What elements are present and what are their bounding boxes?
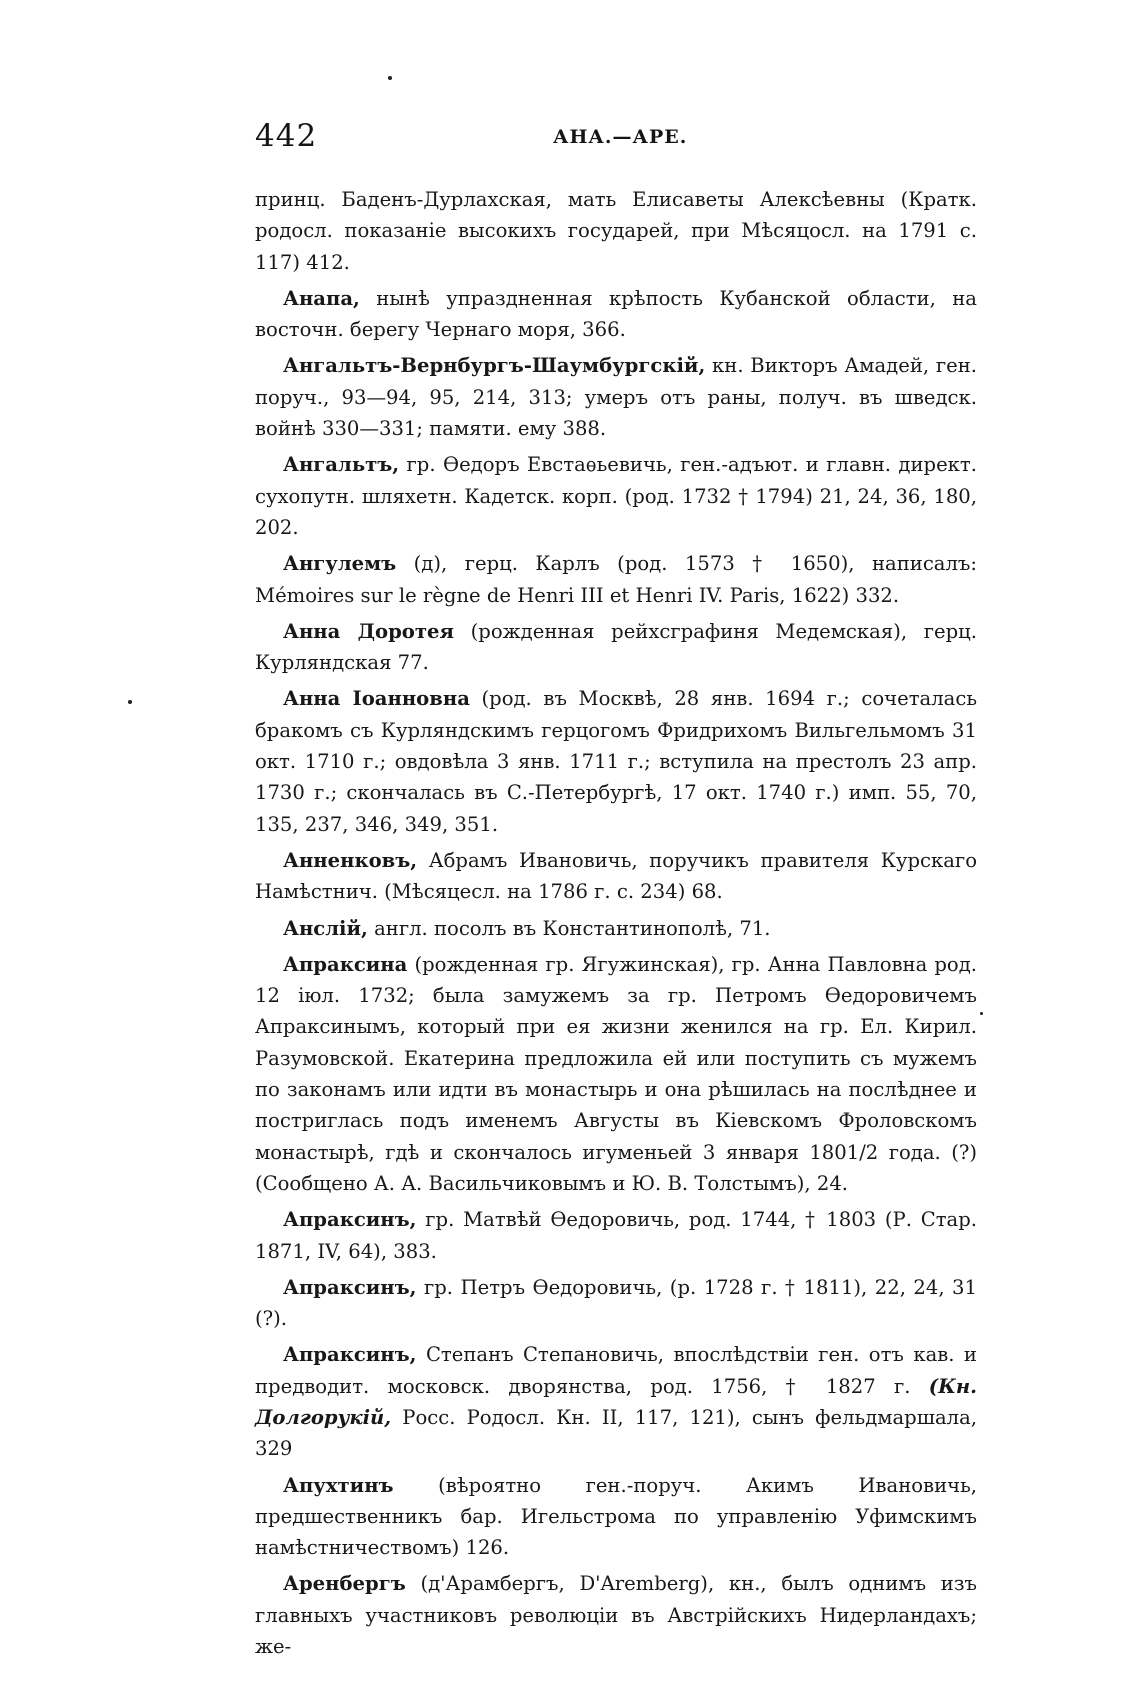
index-entry <box>255 449 977 543</box>
index-entry <box>255 949 977 1199</box>
page-number: 442 <box>255 118 318 154</box>
entry-text: (вѣроятно ген.-поруч. Акимъ Ивановичь, предшественникъ бар. Игельстрома по управленію Уфимскимъ намѣстничествомъ) 126. <box>255 1473 977 1560</box>
print-speck <box>388 76 392 80</box>
index-entry <box>255 913 977 944</box>
entry-headword: Ангальтъ, <box>283 453 400 477</box>
entry-text: кн. Викторъ Амадей, ген. поруч., 93—94, 95, 214, 313; умеръ отъ раны, получ. въ шведск. войнѣ 330—331; памяти. ему 388. <box>255 354 977 441</box>
print-speck <box>980 1012 983 1015</box>
entry-headword: Ангулемъ <box>283 552 397 576</box>
entry-headword: Апраксинъ, <box>283 1275 417 1299</box>
index-entry <box>255 845 977 908</box>
entry-text: гр. Ѳедоръ Евстаѳьевичь, ген.-адъют. и главн. директ. сухопутн. шляхетн. Кадетск. корп. (род. 1732 † 1794) 21, 24, 36, 180, 202. <box>255 453 977 539</box>
entry-text: англ. посолъ въ Константинополѣ, 71. <box>367 916 771 940</box>
entry-text: (д'Арамбергъ, D'Aremberg), кн., былъ однимъ изъ главныхъ участниковъ революціи въ Австрійскихъ Нидерландахъ; же- <box>255 1572 977 1659</box>
page-header <box>255 118 975 166</box>
index-entry <box>255 1204 977 1267</box>
entry-text-continued: Росс. Родосл. Кн. II, 117, 121), сынъ фельдмаршала, 329 <box>255 1405 977 1461</box>
entry-headword: Апраксинъ, <box>283 1343 417 1367</box>
entry-text: гр. Петръ Ѳедоровичь, (р. 1728 г. † 1811), 22, 24, 31 (?). <box>255 1275 977 1331</box>
print-speck <box>128 700 132 704</box>
index-entry <box>255 350 977 444</box>
entry-text: Абрамъ Ивановичь, поручикъ правителя Курскаго Намѣстнич. (Мѣсяцесл. на 1786 г. с. 234) 68. <box>255 848 977 904</box>
index-entry <box>255 683 977 839</box>
entry-headword: Апраксина <box>283 952 408 976</box>
entry-text: (род. въ Москвѣ, 28 янв. 1694 г.; сочеталась бракомъ съ Курляндскимъ герцогомъ Фридрихомъ Вильгельмомъ 31 окт. 1710 г.; овдовѣла 3 янв. 1711 г.; вступила на престолъ 23 апр. 1730 г.; скончалась въ С.-Петербургѣ, 17 окт. 1740 г.) имп. 55, 70, 135, 237, 346, 349, 351. <box>255 687 977 836</box>
index-entry <box>255 1470 977 1564</box>
entry-headword: Анненковъ, <box>283 848 418 872</box>
entry-headword: Анна Іоанновна <box>283 687 470 711</box>
entry-headword: Аренбергъ <box>283 1572 406 1596</box>
running-head: АНА.—АРЕ. <box>553 126 688 148</box>
entry-headword: Анна Доротея <box>283 619 454 643</box>
entry-headword: Ангальтъ-Вернбургъ-Шаумбургскій, <box>283 354 706 378</box>
entry-text: принц. Баденъ-Дурлахская, мать Елисаветы Алексѣевны (Кратк. родосл. показаніе высокихъ государей, при Мѣсяцосл. на 1791 с. 117) 412. <box>255 188 977 274</box>
index-entry <box>255 548 977 611</box>
entry-text: (рожденная рейхсграфиня Медемская), герц. Курляндская 77. <box>255 619 977 675</box>
index-entry <box>255 1568 977 1662</box>
entry-text: (д), герц. Карлъ (род. 1573 † 1650), написалъ: Mémoires sur le règne de Henri III et Henri IV. Paris, 1622) 332. <box>255 552 977 607</box>
index-entry <box>255 283 977 346</box>
entry-text: (рожденная гр. Ягужинская), гр. Анна Павловна род. 12 іюл. 1732; была замужемъ за гр. Петромъ Ѳедоровичемъ Апраксинымъ, который при ея жизни женился на гр. Ел. Кирил. Разумовской. Екатерина предложила ей или поступить съ мужемъ по законамъ или идти въ монастырь и она рѣшилась на послѣднее и постриглась подъ именемъ Августы въ Кіевскомъ Фроловскомъ монастырѣ, гдѣ и скончалось игуменьей 3 января 1801/2 года. (?) (Сообщено А. А. Васильчиковымъ и Ю. В. Толстымъ), 24. <box>255 952 977 1195</box>
entry-text: гр. Матвѣй Ѳедоровичь, род. 1744, † 1803 (Р. Стар. 1871, IV, 64), 383. <box>255 1208 977 1263</box>
entry-headword: Апраксинъ, <box>283 1208 417 1232</box>
entry-text: нынѣ упраздненная крѣпость Кубанской области, на восточн. берегу Чернаго моря, 366. <box>255 286 977 342</box>
index-entry <box>255 1272 977 1335</box>
entry-headword: Апухтинъ <box>283 1473 394 1497</box>
entry-text: Степанъ Степановичь, впослѣдствіи ген. отъ кав. и предводит. московск. дворянства, род. 1756, † 1827 г. <box>255 1343 977 1398</box>
index-entry <box>255 1339 977 1464</box>
entry-source-citation: (Кн. Долгорукій, <box>255 1374 977 1429</box>
entry-headword: Анслій, <box>283 916 368 940</box>
index-entry <box>255 184 977 278</box>
index-entry <box>255 616 977 679</box>
entry-headword: Анапа, <box>283 286 360 310</box>
index-entries <box>255 184 977 1667</box>
